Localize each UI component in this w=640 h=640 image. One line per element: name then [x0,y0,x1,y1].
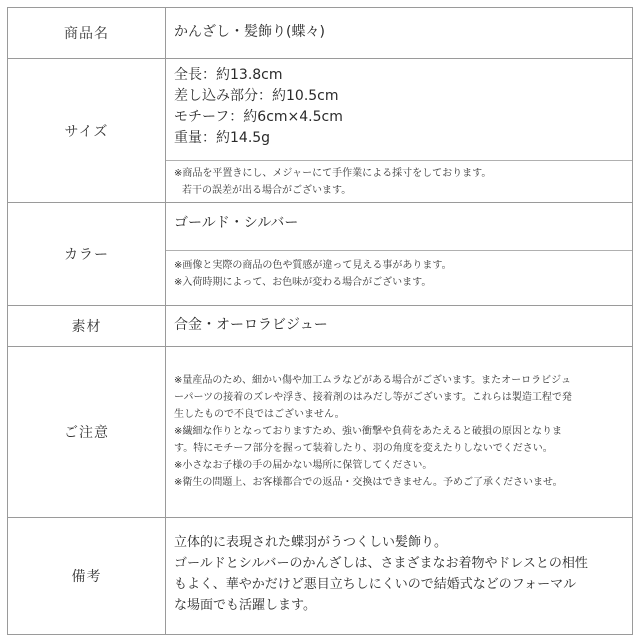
caution-line: す。特にモチーフ部分を握って装着したり、羽の角度を変えたりしないでください。 [174,443,553,454]
content-size [166,59,632,202]
spec-weight: 重量：約14.5g [174,130,271,146]
spec-total-length: 全長：約13.8cm [174,67,283,83]
label-caution: ご注意 [8,347,166,517]
label-remarks: 備考 [8,518,166,634]
remarks-line: ゴールドとシルバーのかんざしは、さまざまなお着物やドレスとの相性 [174,556,588,571]
spec-insert-length: 差し込み部分：約10.5cm [174,88,339,104]
caution-line: 生したもので不良ではございません。 [174,409,345,420]
content-material [166,306,632,346]
caution-line: ※小さなお子様の手の届かない場所に保管してください。 [174,460,433,471]
remarks-line: もよく、華やかだけど悪目立ちしにくいので結婚式などのフォーマル [174,577,577,592]
label-material: 素材 [8,306,166,346]
size-specs [166,65,632,149]
row-material [8,305,632,346]
remarks-line: 立体的に表現された蝶羽がうつくしい髪飾り。 [174,535,448,550]
product-spec-table [7,7,633,635]
content-product-name [166,8,632,58]
row-size [8,58,632,202]
row-color [8,202,632,305]
row-remarks [8,517,632,634]
color-note-appearance: ※画像と実際の商品の色や質感が違って見える事があります。 [174,260,452,271]
content-remarks [166,518,632,634]
remarks-line: な場面でも活躍します。 [174,598,316,613]
size-note-measure: ※商品を平置きにし、メジャーにて手作業による採寸をしております。 [174,168,492,179]
caution-line: ※量産品のため、細かい傷や加工ムラなどがある場合がございます。またオーロラビジュ [174,375,571,386]
label-size: サイズ [8,59,166,202]
row-caution [8,346,632,517]
remarks-text [166,532,632,616]
product-name-value: かんざし・髪飾り(蝶々) [174,24,325,40]
label-product-name: 商品名 [8,8,166,58]
color-note-batch: ※入荷時期によって、お色味が変わる場合がございます。 [174,277,432,288]
caution-line: ーパーツの接着のズレや浮き、接着剤のはみだし等がございます。これらは製造工程で発 [174,392,572,403]
caution-line: ※衛生の問題上、お客様都合での返品・交換はできません。予めご了承くださいませ。 [174,477,563,488]
material-value: 合金・オーロラビジュー [174,317,328,333]
caution-line: ※繊細な作りとなっておりますため、強い衝撃や負荷をあたえると破損の原因となりま [174,426,562,437]
content-caution [166,347,632,517]
label-color: カラー [8,203,166,305]
color-value: ゴールド・シルバー [174,215,299,231]
caution-notes [166,372,632,491]
content-color [166,203,632,305]
color-notes [166,250,632,291]
size-note-error: 若干の誤差が出る場合がございます。 [182,185,352,196]
row-product-name [8,8,632,58]
size-notes [166,160,632,199]
spec-motif-size: モチーフ：約6cm×4.5cm [174,109,343,125]
